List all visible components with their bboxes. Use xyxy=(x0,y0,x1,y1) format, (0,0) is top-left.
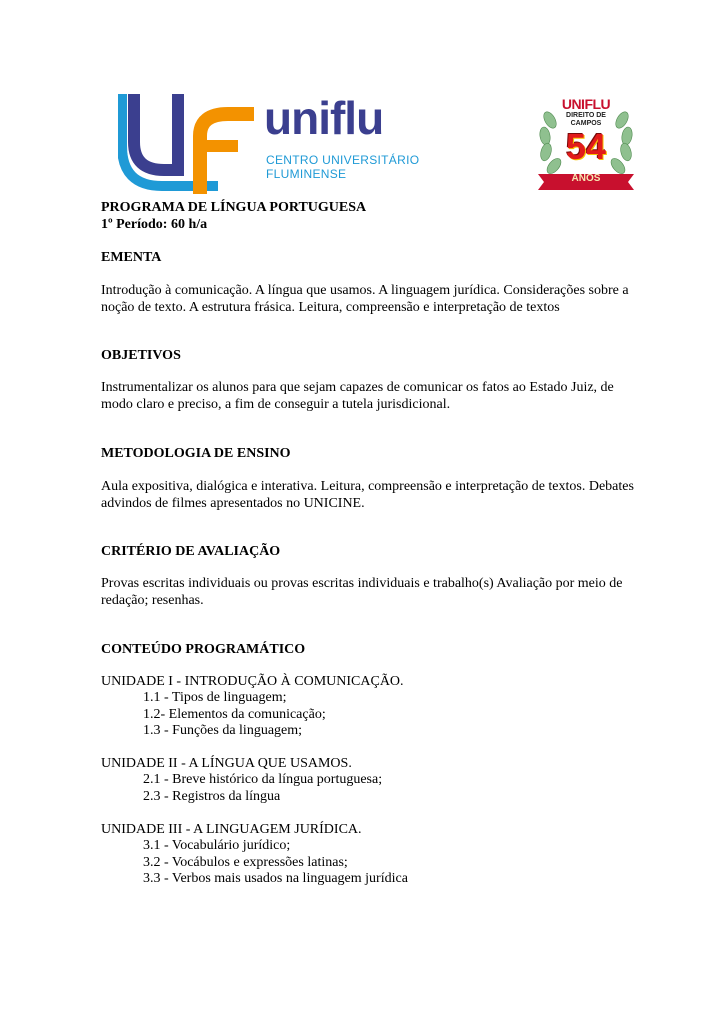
brand-subtitle xyxy=(266,153,426,181)
avaliacao-text-line: Provas escritas individuais ou provas escritas individuais e trabalho(s) Avaliação por meio de xyxy=(101,576,623,591)
conteudo-heading: CONTEÚDO PROGRAMÁTICO xyxy=(101,642,306,657)
metodologia-heading: METODOLOGIA DE ENSINO xyxy=(101,446,291,461)
document-period: 1º Período: 60 h/a xyxy=(101,217,208,232)
brand-name: uniflu xyxy=(264,92,384,144)
anniversary-seal xyxy=(536,90,636,196)
unit-title: UNIDADE I - INTRODUÇÃO À COMUNICAÇÃO. xyxy=(101,674,404,689)
seal-banner: ANOS xyxy=(571,173,601,184)
unit-item: 3.2 - Vocábulos e expressões latinas; xyxy=(143,855,348,870)
unit-item: 2.3 - Registros da língua xyxy=(143,789,281,804)
ementa-heading: EMENTA xyxy=(101,250,162,265)
unit-title: UNIDADE III - A LINGUAGEM JURÍDICA. xyxy=(101,822,362,837)
avaliacao-heading: CRITÉRIO DE AVALIAÇÃO xyxy=(101,544,281,559)
document-title: PROGRAMA DE LÍNGUA PORTUGUESA xyxy=(101,200,367,215)
unit-item: 1.3 - Funções da linguagem; xyxy=(143,723,303,738)
unit-item: 3.3 - Verbos mais usados na linguagem jurídica xyxy=(143,871,408,886)
objetivos-text-line: Instrumentalizar os alunos para que sejam capazes de comunicar os fatos ao Estado Juiz, de xyxy=(101,380,614,395)
ementa-text-line: Introdução à comunicação. A língua que usamos. A linguagem jurídica. Considerações sobre a xyxy=(101,283,629,298)
metodologia-text-line: Aula expositiva, dialógica e interativa. Leitura, compreensão e interpretação de textos. Debates xyxy=(101,479,634,494)
ementa-text-line: noção de texto. A estrutura frásica. Leitura, compreensão e interpretação de textos xyxy=(101,300,560,315)
uniflu-logo xyxy=(118,84,428,202)
metodologia-text-line: advindos de filmes apresentados no UNICINE. xyxy=(101,496,365,511)
seal-number: 54 xyxy=(565,126,607,167)
objetivos-heading: OBJETIVOS xyxy=(101,348,181,363)
avaliacao-text-line: redação; resenhas. xyxy=(101,593,204,608)
seal-title: UNIFLU xyxy=(561,96,611,112)
seal-subtitle: DIREITO DE CAMPOS xyxy=(566,112,606,127)
brand-subtitle-line1: CENTRO UNIVERSITÁRIO xyxy=(266,153,420,167)
unit-item: 1.1 - Tipos de linguagem; xyxy=(143,690,287,705)
unit-item: 1.2- Elementos da comunicação; xyxy=(143,707,326,722)
unit-title: UNIDADE II - A LÍNGUA QUE USAMOS. xyxy=(101,756,352,771)
brand-subtitle-line2: FLUMINENSE xyxy=(266,167,347,181)
unit-item: 3.1 - Vocabulário jurídico; xyxy=(143,838,291,853)
objetivos-text-line: modo claro e preciso, a fim de conseguir a tutela jurisdicional. xyxy=(101,397,451,412)
uf-monogram-icon xyxy=(118,84,258,202)
unit-item: 2.1 - Breve histórico da língua portuguesa; xyxy=(143,772,383,787)
